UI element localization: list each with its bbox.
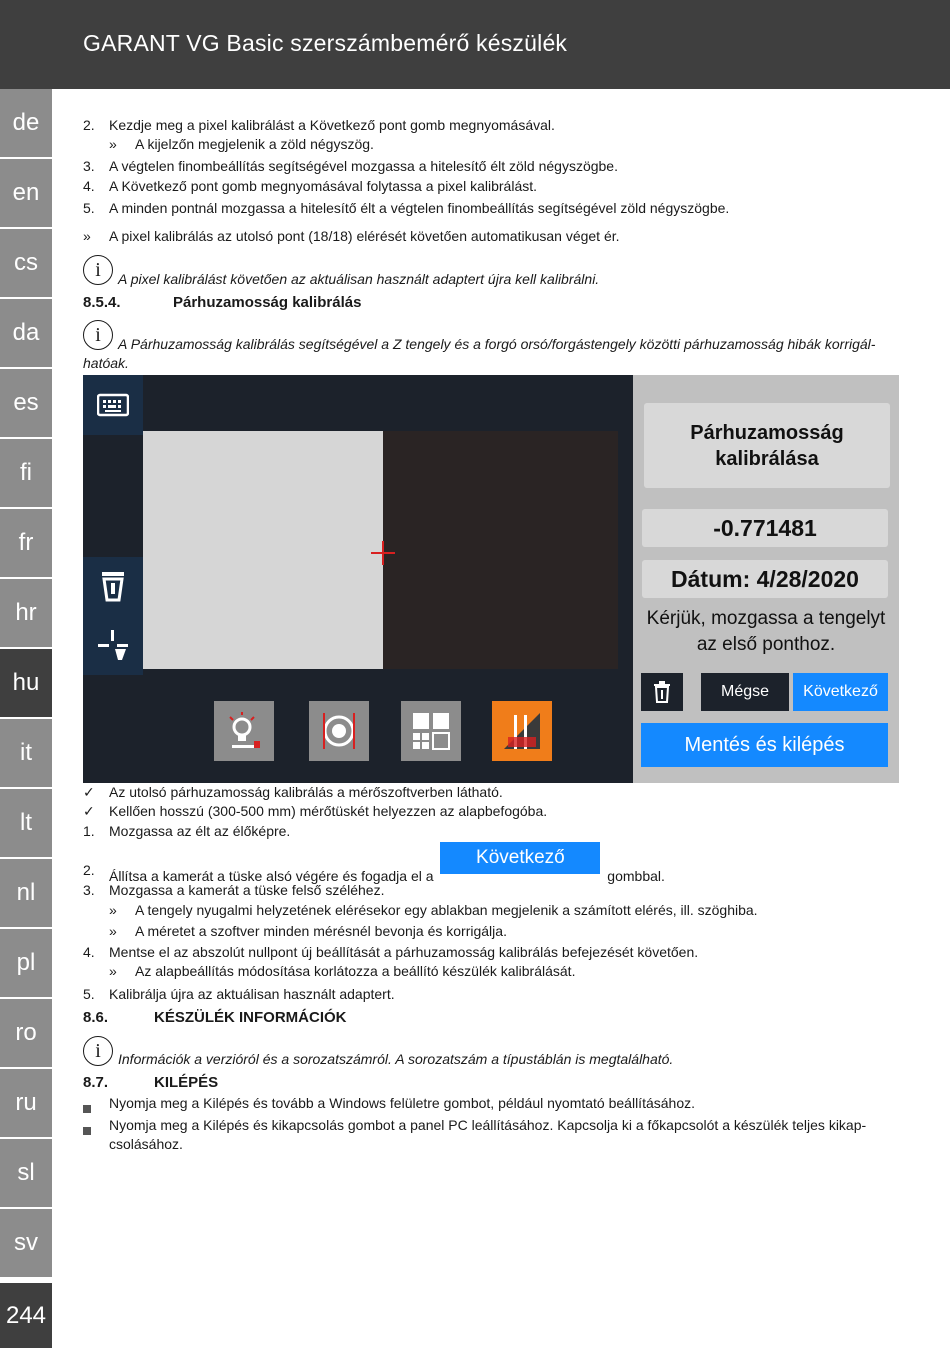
- measured-value: -0.771481: [642, 509, 888, 547]
- date-display: [642, 560, 888, 598]
- panel-title: Párhuzamosság kalibrálása: [644, 403, 890, 488]
- bulb-icon: [224, 711, 264, 751]
- delete-button[interactable]: [641, 673, 683, 711]
- grid-icon: [411, 711, 451, 751]
- keyboard-button[interactable]: [83, 375, 143, 435]
- crosshair-button[interactable]: [83, 615, 143, 675]
- section-heading: 8.5.4.: [83, 294, 121, 311]
- tool-holder-icon: [100, 570, 126, 604]
- crosshair-tool-icon: [96, 628, 130, 662]
- lang-tab-ru[interactable]: ru: [0, 1069, 52, 1139]
- page-number: 244: [0, 1283, 52, 1348]
- grid-button[interactable]: [401, 701, 461, 761]
- lang-tab-fr[interactable]: fr: [0, 509, 52, 579]
- info-note-continued: hatóak.: [83, 355, 129, 371]
- calibration-screenshot: [83, 375, 899, 783]
- lang-tab-pl[interactable]: pl: [0, 929, 52, 999]
- keyboard-icon: [97, 393, 129, 417]
- lang-tab-hu[interactable]: hu: [0, 649, 52, 719]
- cancel-button[interactable]: Mégse: [701, 673, 789, 711]
- focus-button[interactable]: [309, 701, 369, 761]
- info-note: A Párhuzamosság kalibrálás segítségével a Z tengely és a forgó orsó/forgástengely közötti párhuzamosság hibák korrigál-: [118, 336, 876, 352]
- lang-tab-sl[interactable]: sl: [0, 1139, 52, 1209]
- bullet-square-icon: [83, 1127, 91, 1135]
- calibration-panel: [633, 375, 899, 783]
- camera-view-area: [83, 375, 633, 783]
- camera-live-image: [143, 431, 383, 669]
- next-button[interactable]: Következő: [793, 673, 888, 711]
- parallelism-icon: [500, 709, 544, 753]
- tool-holder-button[interactable]: [83, 557, 143, 617]
- section-title: KILÉPÉS: [154, 1074, 219, 1091]
- trash-icon: [653, 681, 671, 703]
- lang-tab-fi[interactable]: fi: [0, 439, 52, 509]
- lang-tab-da[interactable]: da: [0, 299, 52, 369]
- lang-tab-es[interactable]: es: [0, 369, 52, 439]
- lang-tab-de[interactable]: de: [0, 89, 52, 159]
- lang-tab-cs[interactable]: cs: [0, 229, 52, 299]
- lang-tab-lt[interactable]: lt: [0, 789, 52, 859]
- lighting-button[interactable]: [214, 701, 274, 761]
- lang-tab-hr[interactable]: hr: [0, 579, 52, 649]
- inline-next-button: Következő: [440, 842, 600, 874]
- lang-tab-en[interactable]: en: [0, 159, 52, 229]
- date-label: Dátum:: [671, 566, 751, 592]
- section-title: KÉSZÜLÉK INFORMÁCIÓK: [154, 1009, 347, 1026]
- info-icon: i: [83, 1036, 113, 1066]
- section-title: Párhuzamosság kalibrálás: [173, 294, 362, 311]
- info-note: A pixel kalibrálást követően az aktuálisan használt adaptert újra kell kalibrálni.: [118, 271, 600, 287]
- lang-tab-ro[interactable]: ro: [0, 999, 52, 1069]
- section-heading: 8.6.: [83, 1009, 109, 1026]
- info-icon: i: [83, 255, 113, 285]
- lens-icon: [319, 711, 359, 751]
- instruction-message: Kérjük, mozgassa a tengelyt az első ponthoz.: [646, 608, 886, 655]
- lang-tab-nl[interactable]: nl: [0, 859, 52, 929]
- lang-tab-it[interactable]: it: [0, 719, 52, 789]
- language-sidebar: [0, 89, 52, 1279]
- date-value: 4/28/2020: [756, 566, 859, 592]
- save-and-exit-button[interactable]: Mentés és kilépés: [641, 723, 888, 767]
- camera-dark-region: [383, 431, 618, 669]
- page-title: GARANT VG Basic szerszámbemérő készülék: [83, 30, 568, 56]
- red-crosshair-icon: [371, 541, 395, 565]
- page-header: [0, 0, 950, 89]
- bullet-square-icon: [83, 1105, 91, 1113]
- parallelism-button[interactable]: [492, 701, 552, 761]
- info-icon: i: [83, 320, 113, 350]
- section-heading: 8.7.: [83, 1074, 109, 1091]
- lang-tab-sv[interactable]: sv: [0, 1209, 52, 1279]
- info-note: Információk a verzióról és a sorozatszámról. A sorozatszám a típustáblán is megtalálható.: [118, 1051, 674, 1067]
